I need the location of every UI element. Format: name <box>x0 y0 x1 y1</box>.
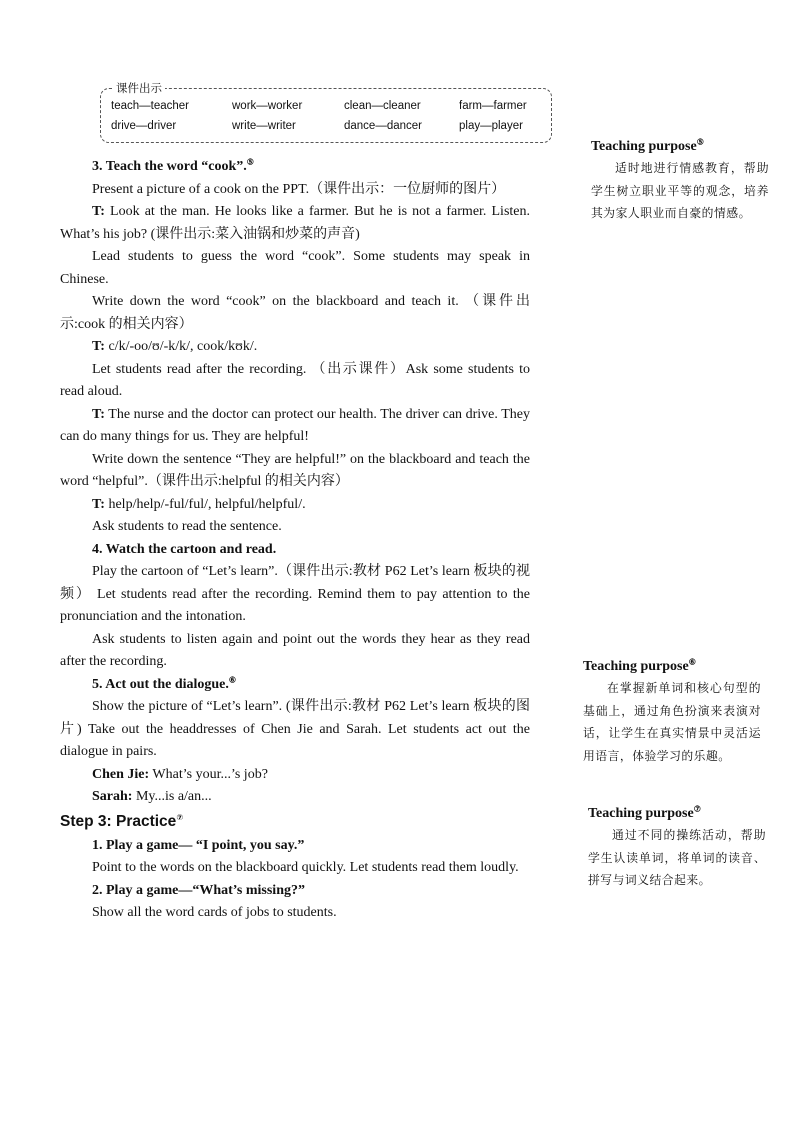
teaching-purpose-note <box>591 137 769 225</box>
note-body: 通过不同的操练活动，帮助学生认读单词，将单词的读音、拼写与词义结合起来。 <box>588 828 766 887</box>
lesson-main-column <box>60 156 530 925</box>
word-pair: farm—farmer <box>459 100 527 112</box>
word-pair: drive—driver <box>111 120 177 132</box>
paragraph: Ask students to read the sentence. <box>92 519 282 534</box>
dialogue-line: Chen Jie: What’s your...’s job? <box>92 766 268 782</box>
note-body: 在掌握新单词和核心句型的基础上，通过角色扮演来表演对话，让学生在真实情景中灵活运用语言，体验学习的乐趣。 <box>583 681 761 763</box>
paragraph: Write down the word “cook” on the blackboard and teach it. （课件出示:cook 的相关内容） <box>60 294 530 332</box>
note-title: Teaching purpose⑤ <box>591 137 704 154</box>
paragraph: Show the picture of “Let’s learn”. (课件出示:教材 P62 Let’s learn 板块的图片) Take out the headdresses of Chen Jie and Sarah. Let students act out the dialogue in pairs. <box>60 699 530 759</box>
teaching-purpose-note <box>583 657 761 767</box>
paragraph: Ask students to listen again and point out the words they hear as they read after the recording. <box>60 631 530 669</box>
paragraph: Let students read after the recording. （出示课件）Ask some students to read aloud. <box>60 361 530 399</box>
courseware-word-box <box>100 81 552 143</box>
word-pair: clean—cleaner <box>344 100 421 112</box>
paragraph: Show all the word cards of jobs to students. <box>92 905 337 920</box>
teaching-purpose-note <box>588 804 766 892</box>
paragraph: Lead students to guess the word “cook”. Some students may speak in Chinese. <box>60 249 530 287</box>
teacher-line: T: help/help/-ful/ful/, helpful/helpful/. <box>92 496 306 512</box>
teacher-line: T: The nurse and the doctor can protect our health. The driver can drive. They can do many things for us. They are helpful! <box>60 406 530 444</box>
section-heading: 1. Play a game— “I point, you say.” <box>92 837 305 853</box>
paragraph: Write down the sentence “They are helpful!” on the blackboard and teach the word “helpful”.（课件出示:helpful 的相关内容） <box>60 451 530 489</box>
section-heading: 4. Watch the cartoon and read. <box>92 541 277 557</box>
paragraph: Present a picture of a cook on the PPT.（课件出示：一位厨师的图片） <box>92 181 506 197</box>
dialogue-line: Sarah: My...is a/an... <box>92 789 212 804</box>
courseware-label: 课件出示 <box>113 80 165 96</box>
word-pair: write—writer <box>232 120 296 132</box>
paragraph: Play the cartoon of “Let’s learn”.（课件出示:教材 P62 Let’s learn 板块的视频） Let students read after the recording. Remind them to pay attention to the pronunciation and the intonation. <box>60 564 530 624</box>
section-heading: 5. Act out the dialogue.⑥ <box>92 674 237 692</box>
word-pair: dance—dancer <box>344 120 422 132</box>
word-pair: work—worker <box>232 100 303 112</box>
note-title: Teaching purpose⑦ <box>588 804 701 821</box>
note-title: Teaching purpose⑥ <box>583 657 696 674</box>
step-heading: Step 3: Practice⑦ <box>60 812 184 830</box>
word-pair: teach—teacher <box>111 100 189 112</box>
word-pair: play—player <box>459 120 523 132</box>
section-heading: 3. Teach the word “cook”.⑤ <box>92 157 254 174</box>
teacher-line: T: c/k/-oo/ʊ/-k/k/, cook/kʊk/. <box>92 339 258 354</box>
teacher-line: T: Look at the man. He looks like a farmer. But he is not a farmer. Listen. What’s his job? (课件出示:菜入油锅和炒菜的声音) <box>60 204 530 242</box>
section-heading: 2. Play a game—“What’s missing?” <box>92 882 305 898</box>
paragraph: Point to the words on the blackboard quickly. Let students read them loudly. <box>92 860 519 875</box>
note-body: 适时地进行情感教育，帮助学生树立职业平等的观念，培养其为家人职业而自豪的情感。 <box>591 161 769 220</box>
